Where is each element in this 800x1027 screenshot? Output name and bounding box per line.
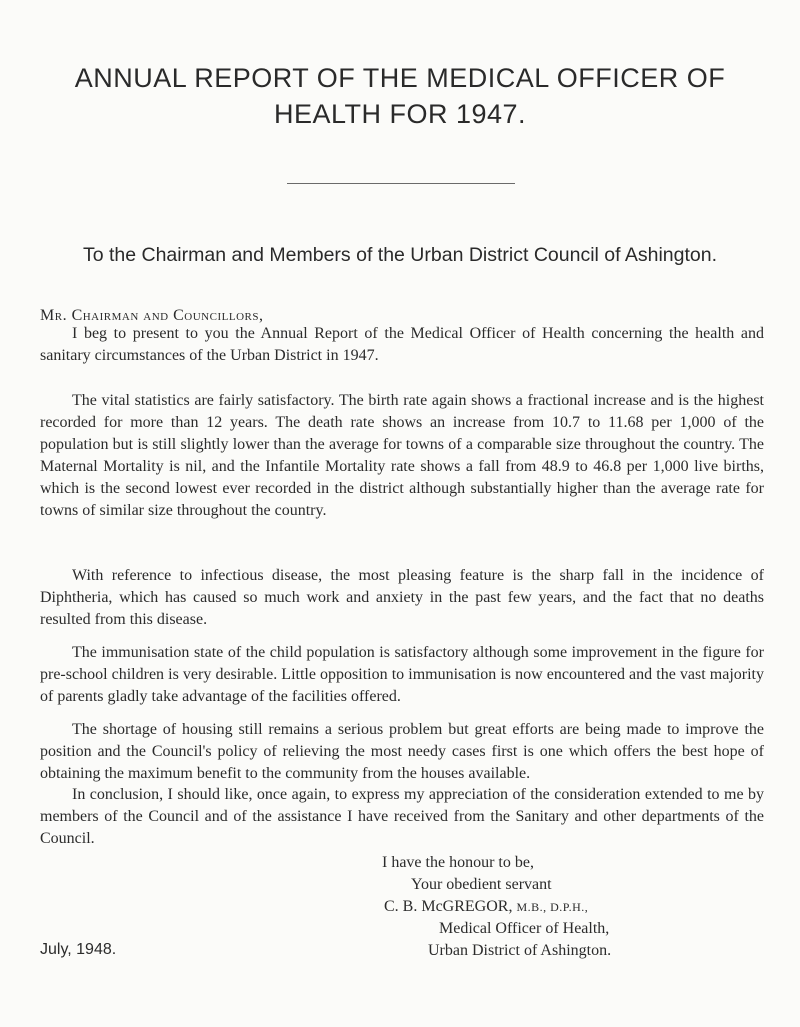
report-title — [0, 60, 800, 132]
signatory-position: Medical Officer of Health, — [439, 920, 610, 937]
signatory-name-line — [384, 896, 588, 918]
paragraph-housing: The shortage of housing still remains a serious problem but great efforts are being made to improve the position and the Council's policy of relieving the most needy cases first is one which offers the best hope of obtaining the maximum benefit to the community from the houses available. — [40, 721, 764, 782]
paragraph-infectious-disease: With reference to infectious disease, the most pleasing feature is the sharp fall in the incidence of Diphtheria, which has caused so much work and anxiety in the past few years, and the fact that no deaths resulted from this disease. — [40, 567, 764, 628]
title-divider — [287, 183, 515, 184]
report-title-line-1: ANNUAL REPORT OF THE MEDICAL OFFICER OF — [74, 63, 726, 93]
closing-servant: Your obedient servant — [411, 876, 552, 893]
closing-honour: I have the honour to be, — [382, 854, 534, 871]
salutation: Mr. Chairman and Councillors, — [40, 307, 264, 324]
paragraph-immunisation: The immunisation state of the child population is satisfactory although some improvement in the figure for pre-school children is very desirable. Little opposition to immunisation is now encountered and the vast majority of parents gladly take advantage of the facilities offered. — [40, 644, 764, 705]
report-title-line-2: HEALTH FOR 1947. — [273, 99, 527, 129]
signatory-name: C. B. McGREGOR, — [384, 898, 513, 915]
paragraph-vital-statistics: The vital statistics are fairly satisfactory. The birth rate again shows a fractional increase and is the highest recorded for more than 12 years. The death rate shows an increase from 10.7 to 11.68 per 1,000 of the population but is still slightly lower than the average for towns of a comparable size throughout the country. The Maternal Mortality is nil, and the Infantile Mortality rate shows a fall from 48.9 to 46.8 per 1,000 live births, which is the second lowest ever recorded in the district although substantially higher than the average rate for towns of similar size throughout the country. — [40, 392, 764, 519]
paragraph-introduction: I beg to present to you the Annual Report of the Medical Officer of Health concerning the health and sanitary circumstances of the Urban District in 1947. — [40, 325, 764, 364]
report-date: July, 1948. — [40, 941, 117, 958]
address-line: To the Chairman and Members of the Urban District Council of Ashington. — [82, 244, 718, 266]
signatory-qualifications: M.B., D.P.H., — [516, 900, 589, 914]
paragraph-conclusion: In conclusion, I should like, once again, to express my appreciation of the consideration extended to me by members of the Council and of the assistance I have received from the Sanitary and other departments of the Council. — [40, 786, 764, 847]
signatory-district: Urban District of Ashington. — [428, 942, 612, 959]
